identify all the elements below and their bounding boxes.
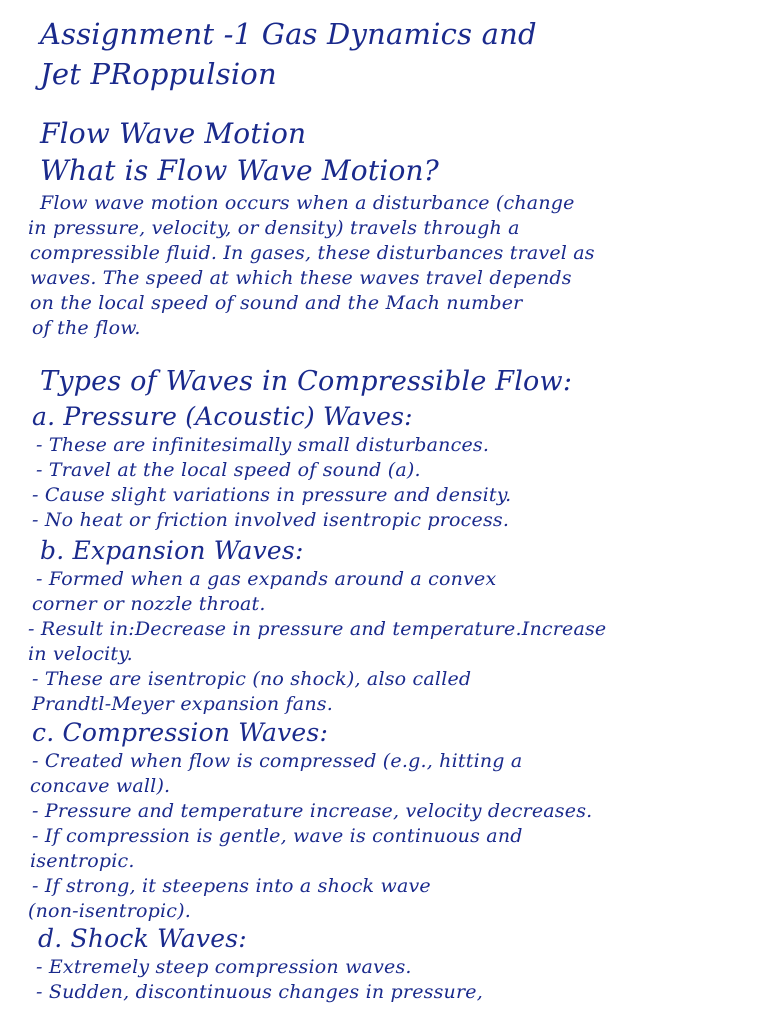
definition-line: waves. The speed at which these waves travel depends	[30, 267, 572, 289]
compression-waves-heading: c. Compression Waves:	[32, 718, 329, 747]
definition-line: in pressure, velocity, or density) travels through a	[28, 217, 520, 239]
expansion-waves-point: - These are isentropic (no shock), also called	[32, 668, 472, 690]
pressure-waves-point: - No heat or friction involved isentropic process.	[32, 509, 510, 531]
expansion-waves-point: Prandtl-Meyer expansion fans.	[32, 693, 333, 715]
assignment-title-line-2: Jet PRoppulsion	[40, 57, 277, 91]
expansion-waves-heading: b. Expansion Waves:	[40, 536, 304, 565]
pressure-waves-point: - These are infinitesimally small disturbances.	[36, 434, 490, 456]
compression-waves-point: - Pressure and temperature increase, velocity decreases.	[32, 800, 593, 822]
shock-waves-point: - Sudden, discontinuous changes in pressure,	[36, 981, 483, 1003]
expansion-waves-point: - Formed when a gas expands around a convex	[36, 568, 497, 590]
pressure-waves-heading: a. Pressure (Acoustic) Waves:	[32, 402, 413, 431]
compression-waves-point: - If strong, it steepens into a shock wave	[32, 875, 431, 897]
expansion-waves-point: - Result in:Decrease in pressure and temperature.Increase	[28, 618, 607, 640]
compression-waves-point: isentropic.	[30, 850, 135, 872]
assignment-title-line-1: Assignment -1 Gas Dynamics and	[40, 17, 537, 51]
expansion-waves-point: corner or nozzle throat.	[32, 593, 266, 615]
compression-waves-point: concave wall).	[30, 775, 171, 797]
pressure-waves-point: - Travel at the local speed of sound (a).	[36, 459, 421, 481]
definition-line: of the flow.	[32, 317, 141, 339]
definition-line: compressible fluid. In gases, these disturbances travel as	[30, 242, 595, 264]
compression-waves-point: (non-isentropic).	[28, 900, 191, 922]
shock-waves-heading: d. Shock Waves:	[38, 924, 247, 953]
shock-waves-point: - Extremely steep compression waves.	[36, 956, 412, 978]
what-is-flow-wave-motion-heading: What is Flow Wave Motion?	[40, 154, 439, 187]
expansion-waves-point: in velocity.	[28, 643, 133, 665]
compression-waves-point: - Created when flow is compressed (e.g., hitting a	[32, 750, 523, 772]
pressure-waves-point: - Cause slight variations in pressure and density.	[32, 484, 512, 506]
compression-waves-point: - If compression is gentle, wave is continuous and	[32, 825, 523, 847]
definition-line: on the local speed of sound and the Mach number	[30, 292, 523, 314]
definition-line: Flow wave motion occurs when a disturbance (change	[40, 192, 575, 214]
flow-wave-motion-heading: Flow Wave Motion	[40, 117, 307, 150]
types-of-waves-heading: Types of Waves in Compressible Flow:	[40, 366, 573, 397]
